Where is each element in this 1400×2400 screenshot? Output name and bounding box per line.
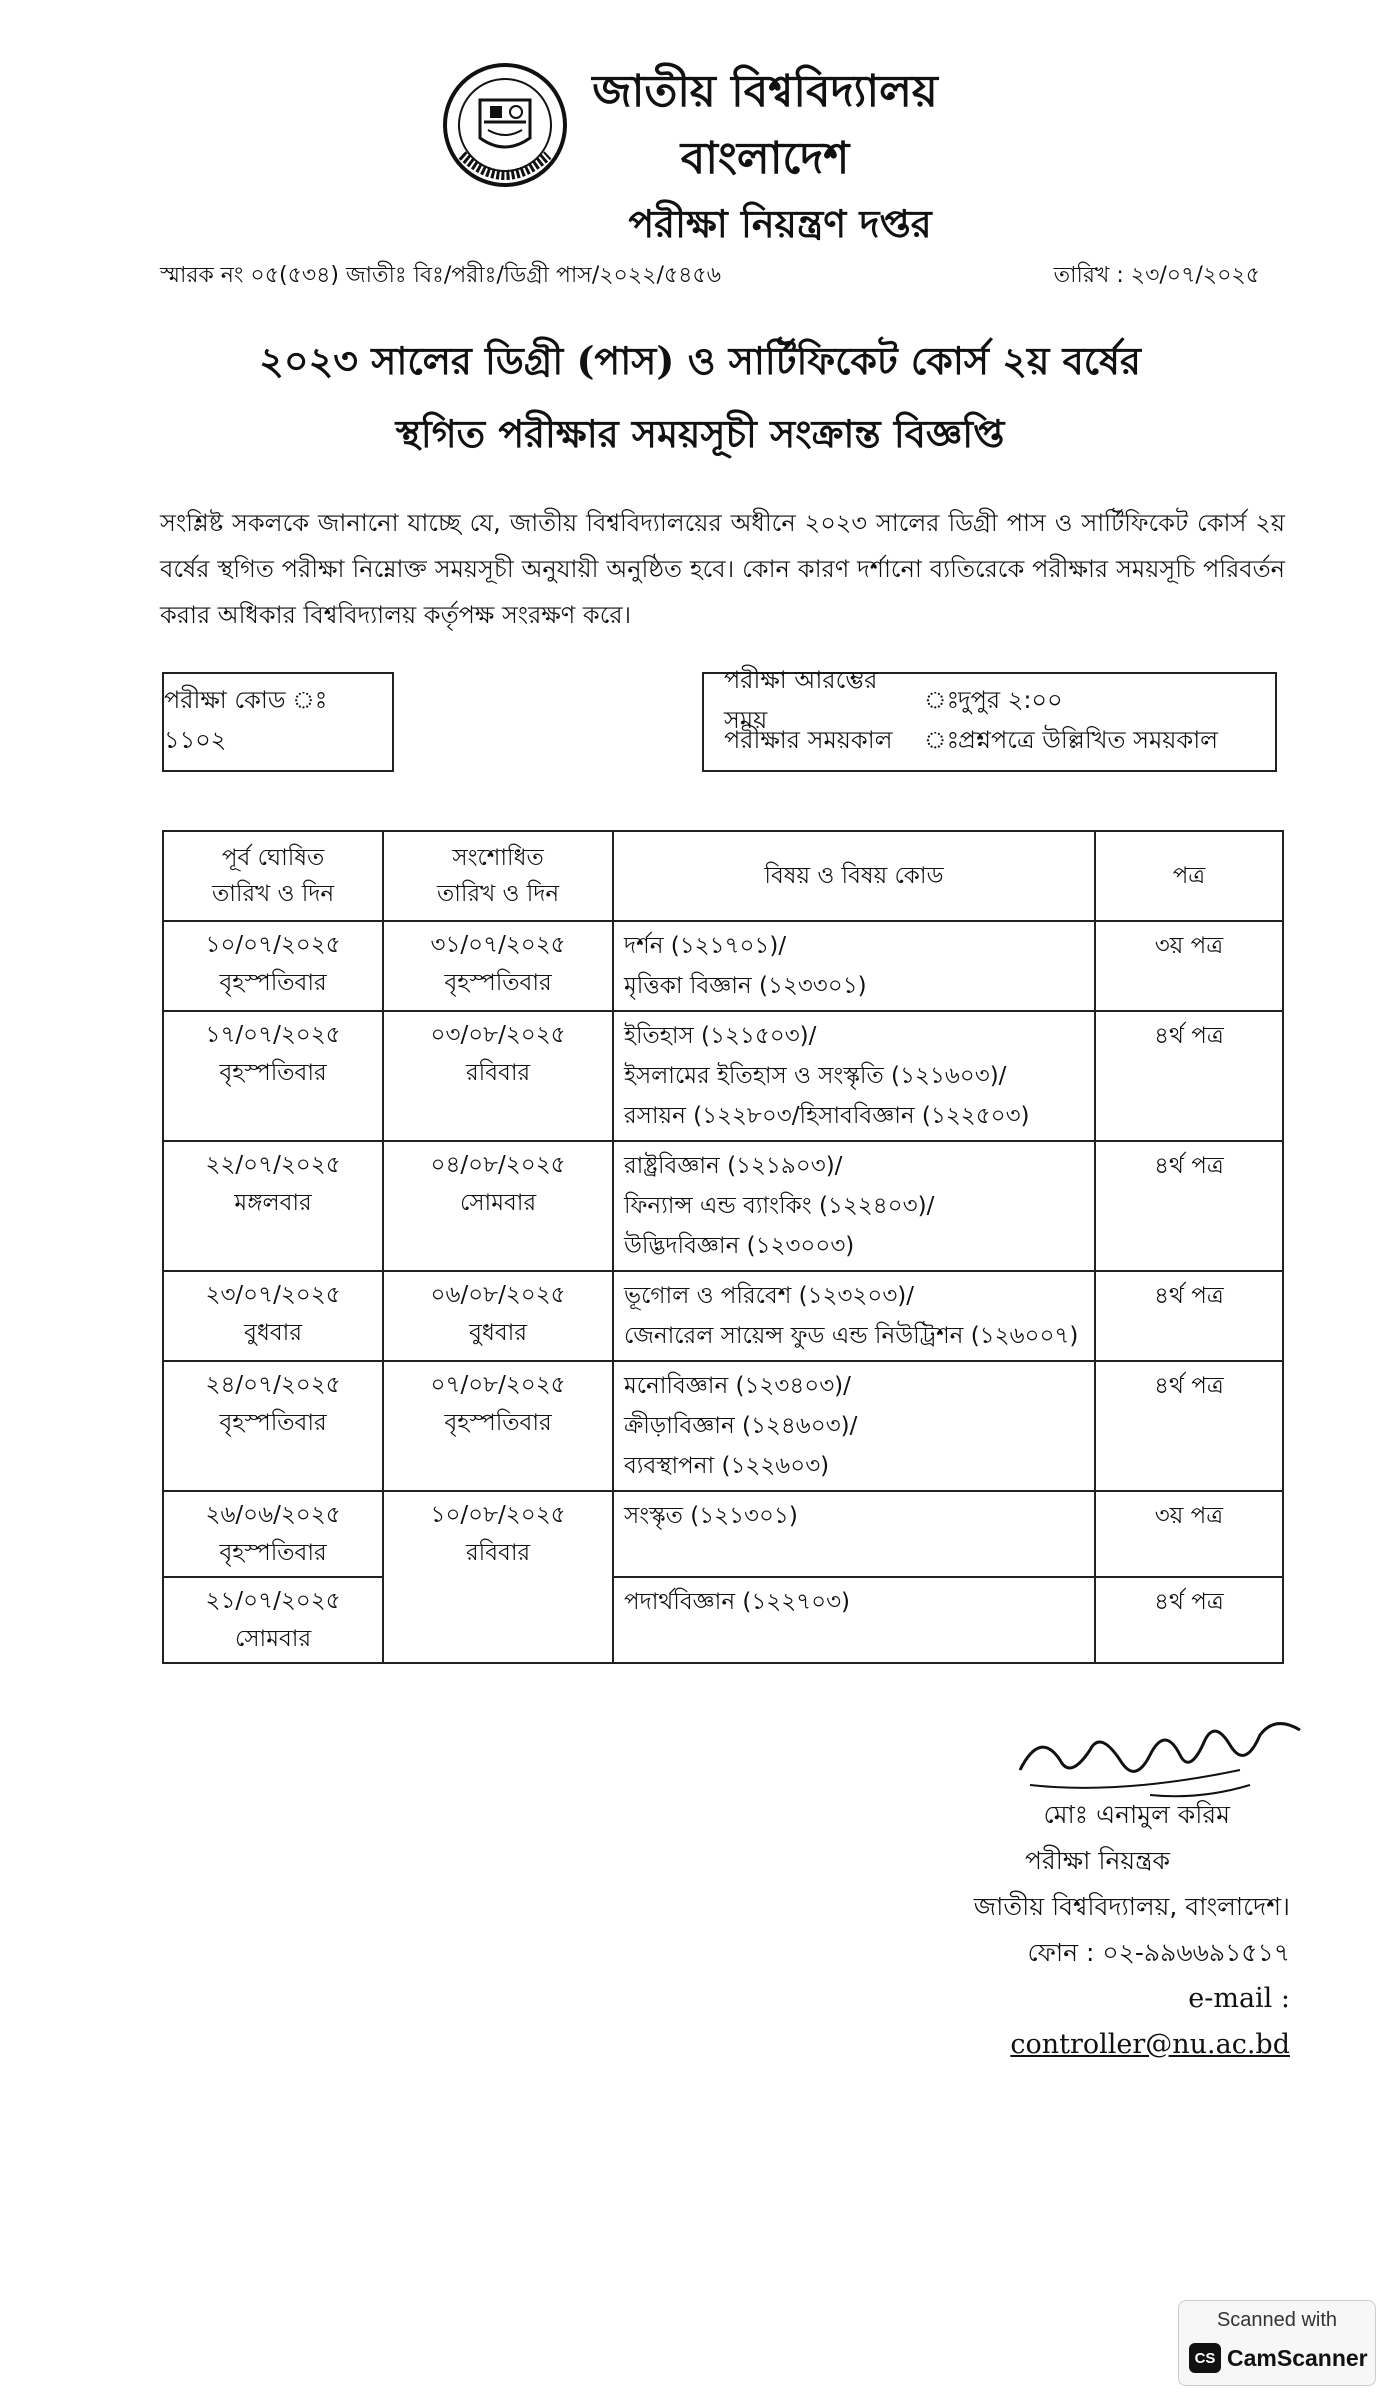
- table-row: [163, 1011, 1283, 1141]
- prev-date: ২৪/০৭/২০২৫: [205, 1372, 341, 1398]
- prev-date: ২৩/০৭/২০২৫: [205, 1282, 341, 1308]
- paper: ৪র্থ পত্র: [1095, 1011, 1283, 1141]
- start-time-value: দুপুর ২:০০: [958, 686, 1063, 714]
- signatory-title: পরীক্ষা নিয়ন্ত্রক: [1025, 1846, 1170, 1875]
- camscanner-name: CamScanner: [1227, 2344, 1368, 2371]
- exam-timing-box: [702, 666, 1277, 772]
- subject: সংস্কৃত (১২১৩০১): [613, 1491, 1095, 1577]
- signatory-name: মোঃ এনামুল করিম: [1043, 1800, 1230, 1829]
- paper: ৩য় পত্র: [1095, 1491, 1283, 1577]
- revised-day: রবিবার: [465, 1540, 531, 1566]
- paper: ৪র্থ পত্র: [1095, 1141, 1283, 1271]
- memo-date: তারিখ : ২৩/০৭/২০২৫: [1053, 263, 1260, 288]
- prev-day: বৃহস্পতিবার: [219, 1540, 327, 1566]
- duration-value: প্রশ্নপত্রে উল্লিখিত সময়কাল: [958, 726, 1219, 754]
- header-subject: বিষয় ও বিষয় কোড: [613, 831, 1095, 921]
- subject: পদার্থবিজ্ঞান (১২২৭০৩): [613, 1577, 1095, 1663]
- subject: মনোবিজ্ঞান (১২৩৪০৩)/: [624, 1373, 851, 1399]
- revised-date: ০৪/০৮/২০২৫: [430, 1152, 566, 1178]
- subject: ইতিহাস (১২১৫০৩)/: [624, 1023, 817, 1049]
- signatory-block: [900, 1792, 1290, 2068]
- revised-day: বৃহস্পতিবার: [444, 1410, 552, 1436]
- signatory-phone: ফোন : ০২-৯৯৬৬৯১৫১৭: [1027, 1938, 1290, 1967]
- exam-code: পরীক্ষা কোড ঃ ১১০২: [164, 686, 328, 754]
- table-row: [163, 1577, 1283, 1663]
- prev-day: সোমবার: [235, 1626, 312, 1652]
- start-time-sep: ঃ: [924, 686, 960, 714]
- table-row: [163, 1361, 1283, 1491]
- revised-day: বৃহস্পতিবার: [444, 970, 552, 996]
- prev-day: বৃহস্পতিবার: [219, 1410, 327, 1436]
- revised-date: ১০/০৮/২০২৫: [430, 1502, 566, 1528]
- duration-row: [724, 722, 1255, 762]
- exam-schedule-table: [162, 830, 1284, 1664]
- university-name: জাতীয় বিশ্ববিদ্যালয়: [592, 66, 938, 117]
- country-name: বাংলাদেশ: [680, 133, 850, 184]
- email-label: e-mail :: [1188, 1983, 1290, 2014]
- table-row: [163, 921, 1283, 1011]
- prev-date: ১০/০৭/২০২৫: [205, 932, 341, 958]
- table-header-row: [163, 831, 1283, 921]
- start-time-label: পরীক্ষা আরম্ভের সময়: [724, 666, 878, 734]
- revised-date: ০৩/০৮/২০২৫: [430, 1022, 566, 1048]
- camscanner-badge: [1178, 2300, 1376, 2386]
- subject: ইসলামের ইতিহাস ও সংস্কৃতি (১২১৬০৩)/: [624, 1063, 1007, 1089]
- notice-title-line1: ২০২৩ সালের ডিগ্রী (পাস) ও সার্টিফিকেট কোর্স ২য় বর্ষের: [259, 338, 1141, 383]
- paper: ৩য় পত্র: [1095, 921, 1283, 1011]
- paper: ৪র্থ পত্র: [1095, 1271, 1283, 1361]
- start-time-row: [724, 666, 1255, 734]
- subject: ব্যবস্থাপনা (১২২৬০৩): [624, 1453, 830, 1479]
- subject: জেনারেল সায়েন্স ফুড এন্ড নিউট্রিশন (১২৬০০৭): [624, 1323, 1079, 1349]
- table-row: [163, 1491, 1283, 1577]
- subject: উদ্ভিদবিজ্ঞান (১২৩০০৩): [624, 1233, 855, 1259]
- paper: ৪র্থ পত্র: [1095, 1361, 1283, 1491]
- subject: দর্শন (১২১৭০১)/: [624, 933, 787, 959]
- notice-title-line2: স্থগিত পরীক্ষার সময়সূচী সংক্রান্ত বিজ্ঞপ্তি: [395, 411, 1005, 456]
- table-row: [163, 1141, 1283, 1271]
- prev-day: বৃহস্পতিবার: [219, 1060, 327, 1086]
- subject: রাষ্ট্রবিজ্ঞান (১২১৯০৩)/: [624, 1153, 843, 1179]
- subject: ভূগোল ও পরিবেশ (১২৩২০৩)/: [624, 1283, 915, 1309]
- table-row: [163, 1271, 1283, 1361]
- camscanner-icon: CS: [1189, 2343, 1221, 2373]
- camscanner-brand: [1189, 2343, 1368, 2373]
- header-paper: পত্র: [1095, 831, 1283, 921]
- scanned-with-label: Scanned with: [1216, 2309, 1338, 2331]
- exam-code-box: [162, 672, 394, 772]
- signatory-org: জাতীয় বিশ্ববিদ্যালয়, বাংলাদেশ।: [973, 1892, 1290, 1921]
- revised-date: ০৭/০৮/২০২৫: [430, 1372, 566, 1398]
- subject: মৃত্তিকা বিজ্ঞান (১২৩৩০১): [624, 973, 867, 999]
- office-name: পরীক্ষা নিয়ন্ত্রণ দপ্তর: [628, 201, 932, 246]
- prev-day: বৃহস্পতিবার: [219, 970, 327, 996]
- memo-reference: স্মারক নং ০৫(৫৩৪) জাতীঃ বিঃ/পরীঃ/ডিগ্রী পাস/২০২২/৫৪৫৬: [160, 263, 722, 288]
- subject: ক্রীড়াবিজ্ঞান (১২৪৬০৩)/: [624, 1413, 858, 1439]
- duration-sep: ঃ: [924, 726, 960, 754]
- revised-date: ৩১/০৭/২০২৫: [430, 932, 566, 958]
- revised-date: ০৬/০৮/২০২৫: [430, 1282, 566, 1308]
- prev-day: বুধবার: [244, 1320, 302, 1346]
- subject: ফিন্যান্স এন্ড ব্যাংকিং (১২২৪০৩)/: [624, 1193, 935, 1219]
- paper: ৪র্থ পত্র: [1095, 1577, 1283, 1663]
- revised-day: রবিবার: [465, 1060, 531, 1086]
- duration-label: পরীক্ষার সময়কাল: [724, 726, 893, 754]
- revised-day: বুধবার: [469, 1320, 527, 1346]
- subject: রসায়ন (১২২৮০৩/হিসাববিজ্ঞান (১২২৫০৩): [624, 1103, 1030, 1129]
- prev-day: মঙ্গলবার: [234, 1190, 312, 1216]
- prev-date: ২২/০৭/২০২৫: [205, 1152, 341, 1178]
- prev-date: ২৬/০৬/২০২৫: [205, 1502, 341, 1528]
- signatory-email-line: [900, 1976, 1290, 2068]
- revised-day: সোমবার: [460, 1190, 537, 1216]
- header-revised-date: সংশোধিত তারিখ ও দিন: [383, 831, 613, 921]
- header-previous-date: পূর্ব ঘোষিত তারিখ ও দিন: [163, 831, 383, 921]
- notice-body: সংশ্লিষ্ট সকলকে জানানো যাচ্ছে যে, জাতীয় বিশ্ববিদ্যালয়ের অধীনে ২০২৩ সালের ডিগ্রী পাস ও সার্টিফিকেট কোর্স ২য় বর্ষের স্থগিত পরীক্ষা নিম্নোক্ত সময়সূচী অনুযায়ী অনুষ্ঠিত হবে। কোন কারণ দর্শানো ব্যতিরেকে পরীক্ষার সময়সূচি পরিবর্তন করার অধিকার বিশ্ববিদ্যালয় কর্তৃপক্ষ সংরক্ষণ করে।: [160, 509, 1285, 629]
- email-link[interactable]: controller@nu.ac.bd: [1010, 2029, 1290, 2060]
- prev-date: ২১/০৭/২০২৫: [205, 1588, 341, 1614]
- prev-date: ১৭/০৭/২০২৫: [205, 1022, 341, 1048]
